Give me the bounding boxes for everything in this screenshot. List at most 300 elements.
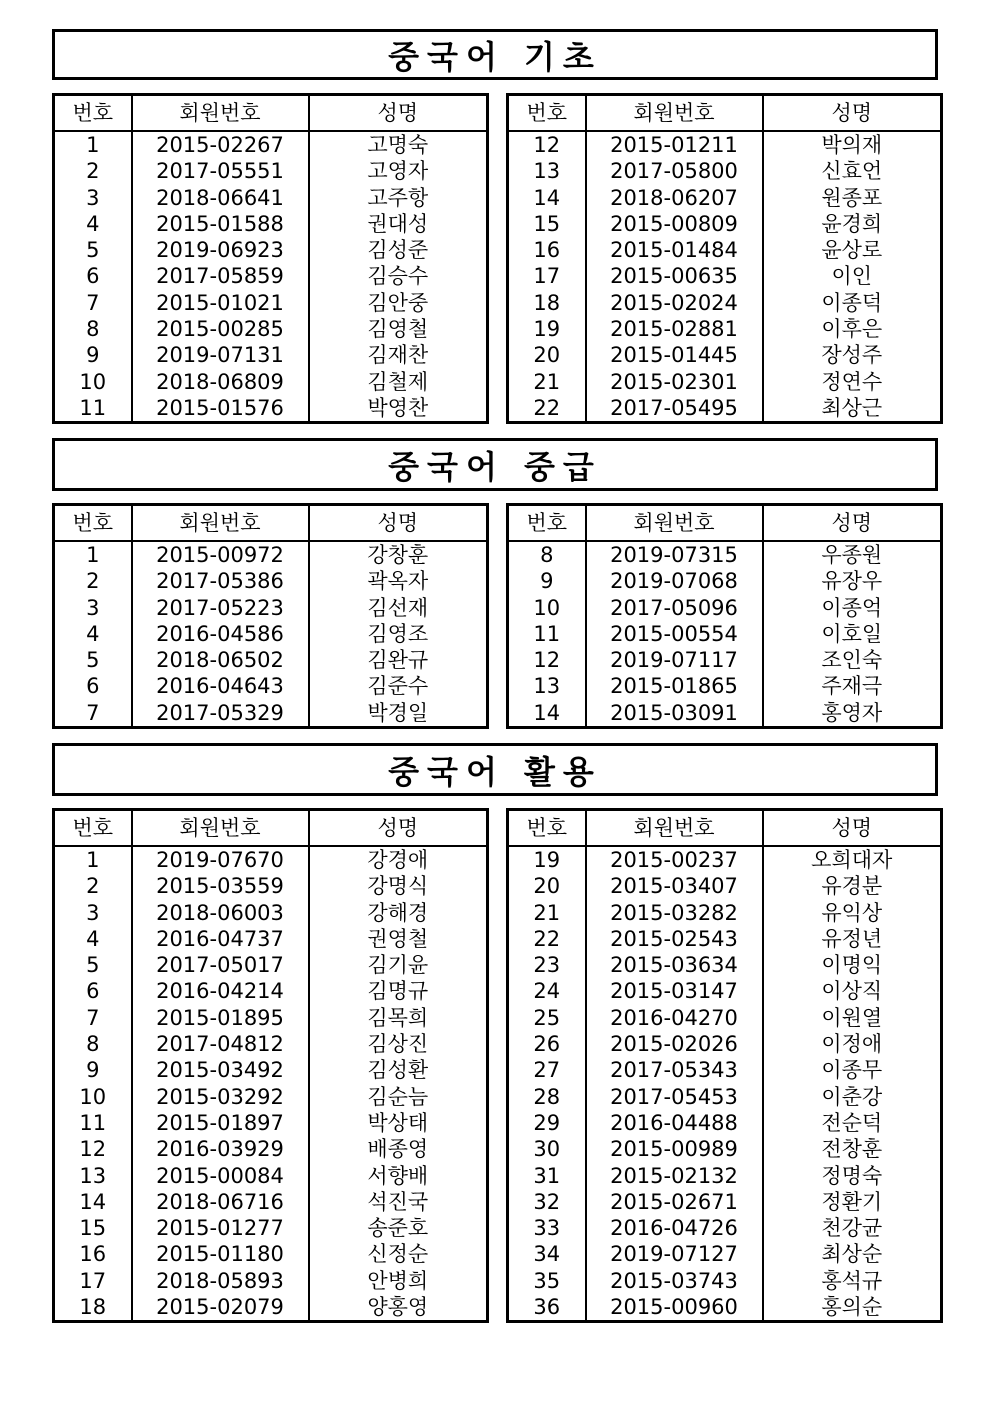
cell-name: 박상태 <box>309 1110 488 1136</box>
header-no: 번호 <box>508 95 586 132</box>
cell-no: 16 <box>79 1242 107 1267</box>
cell-name: 김순늠 <box>309 1084 488 1110</box>
table-row <box>54 873 488 899</box>
cell-member-id: 2016-04586 <box>132 621 309 647</box>
header-name: 성명 <box>763 95 942 132</box>
cell-no: 10 <box>79 1084 107 1109</box>
header-name: 성명 <box>309 95 488 132</box>
table-row <box>54 131 488 158</box>
table-row <box>54 647 488 673</box>
cell-no: 28 <box>533 1084 561 1109</box>
table-header-row <box>508 810 942 847</box>
cell-name: 박의재 <box>763 131 942 158</box>
table-row <box>54 1189 488 1215</box>
table-row <box>54 1163 488 1189</box>
cell-member-id: 2018-05893 <box>132 1268 309 1294</box>
cell-no: 8 <box>86 317 100 342</box>
cell-no: 3 <box>86 900 100 925</box>
table-row <box>508 158 942 184</box>
table-row <box>508 1163 942 1189</box>
cell-no: 8 <box>86 1032 100 1057</box>
cell-no: 35 <box>533 1268 561 1293</box>
table-row <box>508 1031 942 1057</box>
table-row <box>54 1110 488 1136</box>
table-row <box>54 395 488 423</box>
cell-member-id: 2015-01021 <box>132 290 309 316</box>
table-row <box>54 1215 488 1241</box>
cell-no: 30 <box>533 1137 561 1162</box>
cell-member-id: 2016-04737 <box>132 926 309 952</box>
cell-name: 주재극 <box>763 673 942 699</box>
cell-no: 13 <box>79 1163 107 1188</box>
header-name: 성명 <box>763 505 942 542</box>
cell-member-id: 2018-06809 <box>132 369 309 395</box>
cell-member-id: 2018-06716 <box>132 1189 309 1215</box>
table-row <box>54 926 488 952</box>
cell-no: 11 <box>79 1110 107 1135</box>
cell-no: 34 <box>533 1242 561 1267</box>
cell-name: 전창훈 <box>763 1136 942 1162</box>
table-row <box>508 1215 942 1241</box>
section-title-intermediate: 중국어 중급 <box>52 438 938 491</box>
cell-no: 17 <box>79 1268 107 1293</box>
table-row <box>54 900 488 926</box>
cell-name: 고주항 <box>309 185 488 211</box>
cell-member-id: 2017-05096 <box>586 595 763 621</box>
section-title-basic: 중국어 기초 <box>52 29 938 80</box>
table-row <box>508 237 942 263</box>
table-row <box>508 568 942 594</box>
table-header-row <box>508 505 942 542</box>
table-row <box>54 1294 488 1322</box>
cell-name: 석진국 <box>309 1189 488 1215</box>
cell-name: 유정년 <box>763 926 942 952</box>
header-member-id: 회원번호 <box>132 95 309 132</box>
cell-member-id: 2015-00084 <box>132 1163 309 1189</box>
table-row <box>54 846 488 873</box>
cell-no: 20 <box>533 343 561 368</box>
cell-member-id: 2015-03282 <box>586 900 763 926</box>
cell-member-id: 2015-02132 <box>586 1163 763 1189</box>
cell-member-id: 2019-07315 <box>586 541 763 568</box>
cell-name: 박영찬 <box>309 395 488 423</box>
table-row <box>508 926 942 952</box>
cell-name: 이정애 <box>763 1031 942 1057</box>
table-row <box>54 1241 488 1267</box>
cell-member-id: 2019-07670 <box>132 846 309 873</box>
table-row <box>508 131 942 158</box>
cell-no: 17 <box>533 264 561 289</box>
cell-no: 14 <box>533 185 561 210</box>
cell-member-id: 2019-07068 <box>586 568 763 594</box>
cell-member-id: 2015-00972 <box>132 541 309 568</box>
cell-member-id: 2015-01897 <box>132 1110 309 1136</box>
cell-name: 강창훈 <box>309 541 488 568</box>
table-row <box>54 621 488 647</box>
cell-no: 32 <box>533 1189 561 1214</box>
table-row <box>508 342 942 368</box>
cell-no: 7 <box>86 290 100 315</box>
cell-no: 27 <box>533 1058 561 1083</box>
cell-name: 김재찬 <box>309 342 488 368</box>
cell-member-id: 2015-01180 <box>132 1241 309 1267</box>
cell-no: 26 <box>533 1032 561 1057</box>
cell-name: 조인숙 <box>763 647 942 673</box>
cell-no: 19 <box>533 848 561 872</box>
cell-no: 10 <box>79 369 107 394</box>
cell-member-id: 2015-02024 <box>586 290 763 316</box>
cell-name: 장성주 <box>763 342 942 368</box>
cell-name: 정환기 <box>763 1189 942 1215</box>
cell-name: 김상진 <box>309 1031 488 1057</box>
cell-member-id: 2015-00285 <box>132 316 309 342</box>
cell-no: 5 <box>86 953 100 978</box>
header-no: 번호 <box>54 95 132 132</box>
table-header-row <box>54 810 488 847</box>
table-row <box>508 1057 942 1083</box>
cell-no: 2 <box>86 159 100 184</box>
cell-name: 우종원 <box>763 541 942 568</box>
cell-name: 홍석규 <box>763 1268 942 1294</box>
header-member-id: 회원번호 <box>586 810 763 847</box>
cell-no: 12 <box>79 1137 107 1162</box>
cell-name: 이인 <box>763 263 942 289</box>
roster-table-intermediate-left <box>52 503 489 729</box>
cell-name: 강경애 <box>309 846 488 873</box>
cell-no: 12 <box>533 133 561 157</box>
header-name: 성명 <box>309 505 488 542</box>
cell-name: 권영철 <box>309 926 488 952</box>
cell-name: 김영철 <box>309 316 488 342</box>
cell-member-id: 2016-04270 <box>586 1005 763 1031</box>
header-no: 번호 <box>508 810 586 847</box>
cell-no: 15 <box>533 211 561 236</box>
table-row <box>508 395 942 423</box>
table-row <box>54 1268 488 1294</box>
cell-member-id: 2016-04488 <box>586 1110 763 1136</box>
table-row <box>54 952 488 978</box>
table-row <box>54 1031 488 1057</box>
cell-name: 이명익 <box>763 952 942 978</box>
cell-no: 36 <box>533 1295 561 1320</box>
cell-name: 유장우 <box>763 568 942 594</box>
header-name: 성명 <box>309 810 488 847</box>
cell-name: 안병희 <box>309 1268 488 1294</box>
cell-name: 이호일 <box>763 621 942 647</box>
cell-no: 9 <box>86 343 100 368</box>
table-row <box>54 211 488 237</box>
table-row <box>54 1005 488 1031</box>
cell-name: 이후은 <box>763 316 942 342</box>
table-row <box>54 568 488 594</box>
table-row <box>508 900 942 926</box>
table-row <box>508 846 942 873</box>
header-member-id: 회원번호 <box>132 505 309 542</box>
cell-member-id: 2019-07127 <box>586 1241 763 1267</box>
cell-member-id: 2015-01588 <box>132 211 309 237</box>
table-row <box>508 978 942 1004</box>
cell-no: 18 <box>533 290 561 315</box>
cell-no: 11 <box>533 621 561 646</box>
cell-name: 김명규 <box>309 978 488 1004</box>
table-row <box>508 1136 942 1162</box>
cell-member-id: 2015-01576 <box>132 395 309 423</box>
header-member-id: 회원번호 <box>132 810 309 847</box>
cell-no: 9 <box>86 1058 100 1083</box>
cell-no: 7 <box>86 700 100 725</box>
cell-name: 천강균 <box>763 1215 942 1241</box>
cell-name: 강명식 <box>309 873 488 899</box>
cell-member-id: 2017-04812 <box>132 1031 309 1057</box>
cell-no: 3 <box>86 185 100 210</box>
roster-table-basic-left <box>52 93 489 424</box>
cell-member-id: 2017-05859 <box>132 263 309 289</box>
cell-member-id: 2017-05386 <box>132 568 309 594</box>
header-no: 번호 <box>54 505 132 542</box>
cell-member-id: 2017-05017 <box>132 952 309 978</box>
cell-name: 김성환 <box>309 1057 488 1083</box>
cell-name: 유경분 <box>763 873 942 899</box>
cell-no: 25 <box>533 1005 561 1030</box>
cell-member-id: 2017-05223 <box>132 595 309 621</box>
cell-no: 1 <box>86 848 100 872</box>
cell-no: 1 <box>86 133 100 157</box>
cell-member-id: 2015-03407 <box>586 873 763 899</box>
cell-member-id: 2015-00809 <box>586 211 763 237</box>
cell-name: 곽옥자 <box>309 568 488 594</box>
roster-table-basic-right <box>506 93 943 424</box>
cell-name: 송준호 <box>309 1215 488 1241</box>
cell-name: 고명숙 <box>309 131 488 158</box>
cell-name: 김기윤 <box>309 952 488 978</box>
table-row <box>508 1084 942 1110</box>
cell-name: 이종덕 <box>763 290 942 316</box>
cell-member-id: 2015-00554 <box>586 621 763 647</box>
cell-no: 33 <box>533 1216 561 1241</box>
cell-no: 5 <box>86 238 100 263</box>
table-row <box>54 342 488 368</box>
table-row <box>54 316 488 342</box>
cell-member-id: 2015-03634 <box>586 952 763 978</box>
cell-name: 이춘강 <box>763 1084 942 1110</box>
cell-member-id: 2015-01211 <box>586 131 763 158</box>
cell-member-id: 2019-07117 <box>586 647 763 673</box>
cell-no: 31 <box>533 1163 561 1188</box>
cell-no: 15 <box>79 1216 107 1241</box>
cell-member-id: 2015-00237 <box>586 846 763 873</box>
cell-name: 윤상로 <box>763 237 942 263</box>
cell-name: 김안중 <box>309 290 488 316</box>
cell-no: 6 <box>86 674 100 699</box>
cell-name: 강해경 <box>309 900 488 926</box>
cell-member-id: 2015-03492 <box>132 1057 309 1083</box>
cell-name: 김완규 <box>309 647 488 673</box>
table-row <box>508 1294 942 1322</box>
cell-member-id: 2019-06923 <box>132 237 309 263</box>
cell-name: 원종포 <box>763 185 942 211</box>
cell-member-id: 2015-01277 <box>132 1215 309 1241</box>
cell-name: 전순덕 <box>763 1110 942 1136</box>
cell-no: 12 <box>533 648 561 673</box>
cell-name: 서향배 <box>309 1163 488 1189</box>
table-row <box>54 541 488 568</box>
cell-member-id: 2017-05800 <box>586 158 763 184</box>
table-row <box>508 369 942 395</box>
cell-no: 2 <box>86 569 100 594</box>
table-row <box>54 700 488 728</box>
cell-name: 신효언 <box>763 158 942 184</box>
table-row <box>508 700 942 728</box>
cell-member-id: 2018-06003 <box>132 900 309 926</box>
table-row <box>508 1005 942 1031</box>
roster-table-intermediate-right <box>506 503 943 729</box>
table-row <box>508 952 942 978</box>
table-row <box>54 673 488 699</box>
table-row <box>54 158 488 184</box>
cell-member-id: 2015-03743 <box>586 1268 763 1294</box>
table-row <box>54 1084 488 1110</box>
cell-no: 16 <box>533 238 561 263</box>
cell-name: 홍영자 <box>763 700 942 728</box>
cell-name: 김목희 <box>309 1005 488 1031</box>
header-no: 번호 <box>508 505 586 542</box>
cell-member-id: 2015-00635 <box>586 263 763 289</box>
cell-no: 9 <box>540 569 554 594</box>
cell-name: 권대성 <box>309 211 488 237</box>
cell-no: 29 <box>533 1110 561 1135</box>
section-title-application: 중국어 활용 <box>52 743 938 796</box>
cell-no: 13 <box>533 159 561 184</box>
cell-name: 최상근 <box>763 395 942 423</box>
table-row <box>508 673 942 699</box>
cell-member-id: 2015-01445 <box>586 342 763 368</box>
cell-no: 22 <box>533 926 561 951</box>
table-row <box>54 369 488 395</box>
cell-no: 5 <box>86 648 100 673</box>
cell-no: 11 <box>79 395 107 420</box>
cell-member-id: 2015-01865 <box>586 673 763 699</box>
cell-name: 양홍영 <box>309 1294 488 1322</box>
cell-member-id: 2015-02079 <box>132 1294 309 1322</box>
cell-name: 김선재 <box>309 595 488 621</box>
table-row <box>508 1110 942 1136</box>
cell-no: 13 <box>533 674 561 699</box>
table-row <box>508 647 942 673</box>
cell-member-id: 2018-06641 <box>132 185 309 211</box>
cell-member-id: 2015-03091 <box>586 700 763 728</box>
table-header-row <box>508 95 942 132</box>
table-row <box>508 316 942 342</box>
header-member-id: 회원번호 <box>586 505 763 542</box>
table-row <box>508 211 942 237</box>
cell-no: 23 <box>533 953 561 978</box>
cell-name: 정연수 <box>763 369 942 395</box>
cell-name: 이상직 <box>763 978 942 1004</box>
cell-member-id: 2015-01895 <box>132 1005 309 1031</box>
cell-no: 21 <box>533 369 561 394</box>
cell-no: 10 <box>533 595 561 620</box>
cell-member-id: 2015-02881 <box>586 316 763 342</box>
table-row <box>508 185 942 211</box>
table-row <box>508 1189 942 1215</box>
header-member-id: 회원번호 <box>586 95 763 132</box>
table-row <box>508 1241 942 1267</box>
cell-name: 유익상 <box>763 900 942 926</box>
table-header-row <box>54 505 488 542</box>
cell-no: 14 <box>79 1189 107 1214</box>
cell-member-id: 2015-00960 <box>586 1294 763 1322</box>
cell-no: 4 <box>86 926 100 951</box>
cell-no: 4 <box>86 621 100 646</box>
table-row <box>54 290 488 316</box>
cell-member-id: 2017-05329 <box>132 700 309 728</box>
cell-name: 최상순 <box>763 1241 942 1267</box>
cell-member-id: 2015-02543 <box>586 926 763 952</box>
header-name: 성명 <box>763 810 942 847</box>
cell-no: 4 <box>86 211 100 236</box>
cell-no: 7 <box>86 1005 100 1030</box>
cell-name: 배종영 <box>309 1136 488 1162</box>
cell-member-id: 2015-02267 <box>132 131 309 158</box>
cell-member-id: 2017-05495 <box>586 395 763 423</box>
cell-name: 신정순 <box>309 1241 488 1267</box>
table-row <box>508 541 942 568</box>
cell-name: 정명숙 <box>763 1163 942 1189</box>
cell-name: 김성준 <box>309 237 488 263</box>
cell-name: 김준수 <box>309 673 488 699</box>
table-row <box>54 1057 488 1083</box>
cell-member-id: 2015-00989 <box>586 1136 763 1162</box>
cell-member-id: 2019-07131 <box>132 342 309 368</box>
cell-member-id: 2015-02301 <box>586 369 763 395</box>
table-row <box>508 1268 942 1294</box>
cell-name: 홍의순 <box>763 1294 942 1322</box>
cell-no: 2 <box>86 874 100 899</box>
cell-member-id: 2018-06502 <box>132 647 309 673</box>
cell-no: 19 <box>533 317 561 342</box>
cell-name: 김철제 <box>309 369 488 395</box>
table-row <box>54 263 488 289</box>
cell-member-id: 2016-04214 <box>132 978 309 1004</box>
cell-no: 20 <box>533 874 561 899</box>
cell-no: 22 <box>533 395 561 420</box>
cell-member-id: 2016-03929 <box>132 1136 309 1162</box>
roster-table-application-left <box>52 808 489 1323</box>
cell-no: 24 <box>533 979 561 1004</box>
table-row <box>54 185 488 211</box>
cell-name: 김승수 <box>309 263 488 289</box>
cell-member-id: 2015-03559 <box>132 873 309 899</box>
cell-member-id: 2017-05551 <box>132 158 309 184</box>
cell-no: 18 <box>79 1295 107 1320</box>
cell-member-id: 2017-05343 <box>586 1057 763 1083</box>
header-no: 번호 <box>54 810 132 847</box>
cell-no: 8 <box>540 543 554 567</box>
cell-member-id: 2015-01484 <box>586 237 763 263</box>
table-row <box>508 595 942 621</box>
cell-name: 이종억 <box>763 595 942 621</box>
cell-member-id: 2015-03147 <box>586 978 763 1004</box>
cell-no: 14 <box>533 700 561 725</box>
cell-member-id: 2015-02671 <box>586 1189 763 1215</box>
cell-name: 윤경희 <box>763 211 942 237</box>
cell-name: 고영자 <box>309 158 488 184</box>
cell-name: 이원열 <box>763 1005 942 1031</box>
table-row <box>54 1136 488 1162</box>
table-row <box>508 621 942 647</box>
cell-name: 김영조 <box>309 621 488 647</box>
roster-table-application-right <box>506 808 943 1323</box>
